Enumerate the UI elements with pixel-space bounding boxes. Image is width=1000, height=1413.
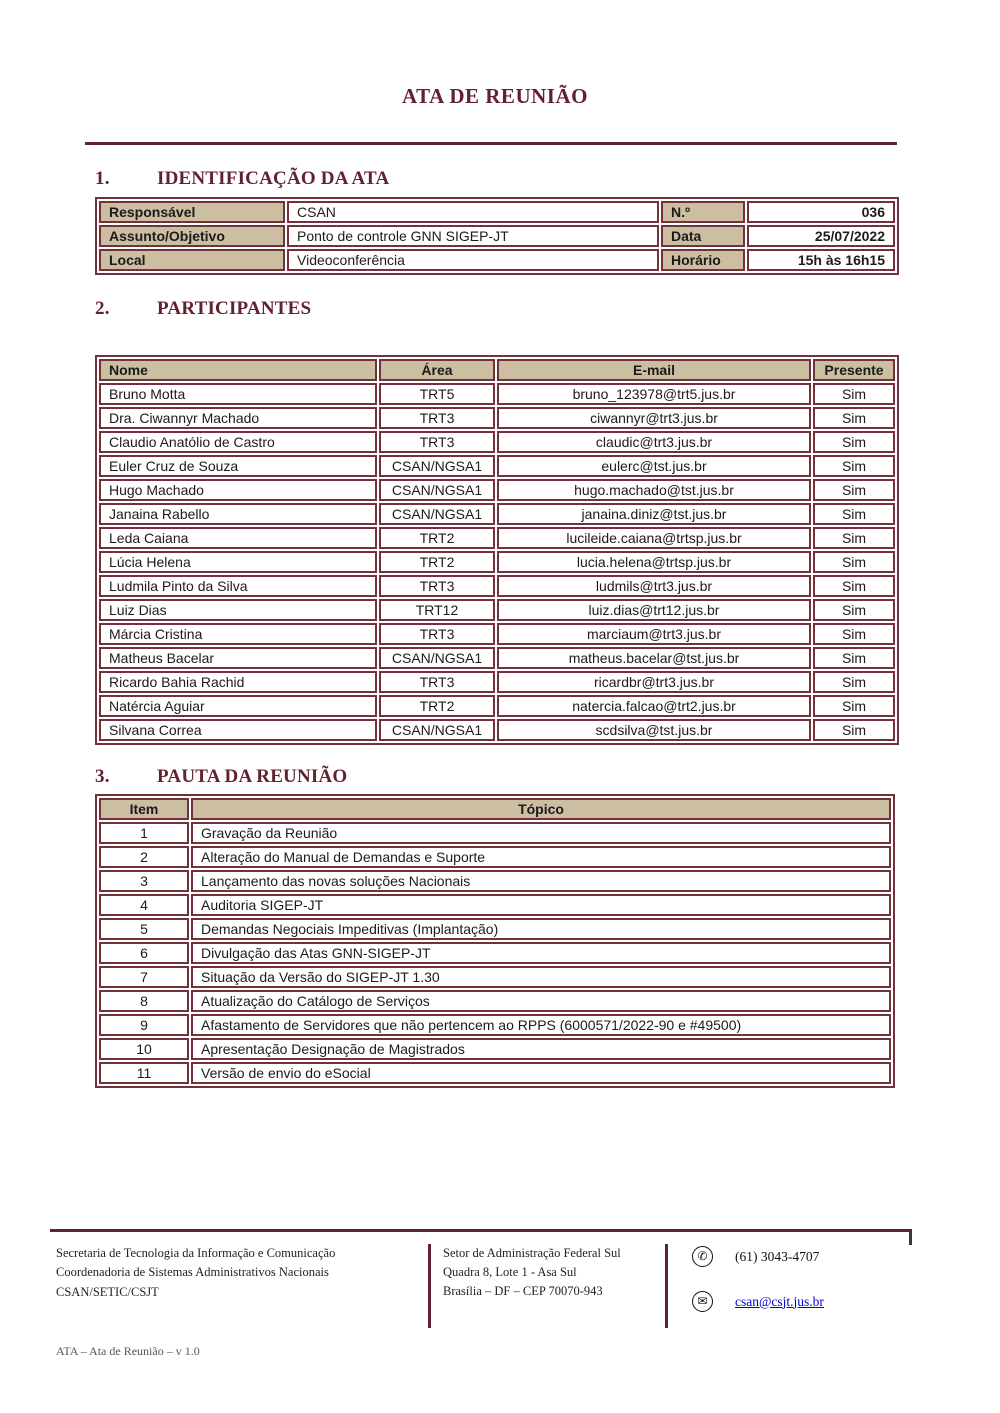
ident-label: N.º xyxy=(661,201,745,223)
participant-area: TRT2 xyxy=(379,551,495,573)
participant-email: luiz.dias@trt12.jus.br xyxy=(497,599,811,621)
identification-table xyxy=(95,197,899,275)
phone-icon: ✆ xyxy=(692,1246,713,1267)
footer-org-line: Coordenadoria de Sistemas Administrativos Nacionais xyxy=(56,1265,329,1280)
table-row xyxy=(99,431,895,453)
participant-presente: Sim xyxy=(813,647,895,669)
participant-presente: Sim xyxy=(813,671,895,693)
participant-presente: Sim xyxy=(813,575,895,597)
table-row xyxy=(99,407,895,429)
agenda-item-number: 4 xyxy=(99,894,189,916)
footer-phone-row xyxy=(692,1246,912,1267)
agenda-topic: Demandas Negociais Impeditivas (Implantação) xyxy=(191,918,891,940)
participant-name: Euler Cruz de Souza xyxy=(99,455,377,477)
participant-name: Bruno Motta xyxy=(99,383,377,405)
participant-email: bruno_123978@trt5.jus.br xyxy=(497,383,811,405)
agenda-topic: Atualização do Catálogo de Serviços xyxy=(191,990,891,1012)
agenda-item-number: 5 xyxy=(99,918,189,940)
ident-label: Local xyxy=(99,249,285,271)
participant-name: Claudio Anatólio de Castro xyxy=(99,431,377,453)
ident-label: Assunto/Objetivo xyxy=(99,225,285,247)
footer-org-block xyxy=(50,1244,428,1328)
agenda-item-number: 11 xyxy=(99,1062,189,1084)
participant-name: Natércia Aguiar xyxy=(99,695,377,717)
doc-title: ATA DE REUNIÃO xyxy=(402,84,588,108)
participants-table xyxy=(95,355,899,745)
footer-contact-block xyxy=(668,1244,912,1328)
table-row xyxy=(99,990,891,1012)
footer-org-line: CSAN/SETIC/CSJT xyxy=(56,1284,159,1299)
table-row xyxy=(99,249,895,271)
participant-email: natercia.falcao@trt2.jus.br xyxy=(497,695,811,717)
participant-presente: Sim xyxy=(813,551,895,573)
participant-name: Dra. Ciwannyr Machado xyxy=(99,407,377,429)
agenda-topic: Situação da Versão do SIGEP-JT 1.30 xyxy=(191,966,891,988)
table-row xyxy=(99,1014,891,1036)
participant-area: TRT2 xyxy=(379,695,495,717)
agenda-item-number: 6 xyxy=(99,942,189,964)
section-title: PAUTA DA REUNIÃO xyxy=(157,766,348,787)
col-header-topico: Tópico xyxy=(191,798,891,820)
participant-area: TRT3 xyxy=(379,407,495,429)
table-row xyxy=(99,942,891,964)
ident-value: 036 xyxy=(747,201,895,223)
footer-rule-tick xyxy=(909,1229,912,1245)
agenda-table xyxy=(95,794,895,1088)
participant-email: scdsilva@tst.jus.br xyxy=(497,719,811,741)
table-row xyxy=(99,503,895,525)
footer-address-line: Setor de Administração Federal Sul xyxy=(443,1246,621,1260)
agenda-item-number: 7 xyxy=(99,966,189,988)
table-row xyxy=(99,201,895,223)
table-row xyxy=(99,846,891,868)
participant-email: marciaum@trt3.jus.br xyxy=(497,623,811,645)
participant-area: CSAN/NGSA1 xyxy=(379,719,495,741)
ident-value: 15h às 16h15 xyxy=(747,249,895,271)
table-row xyxy=(99,599,895,621)
participant-email: hugo.machado@tst.jus.br xyxy=(497,479,811,501)
agenda-item-number: 2 xyxy=(99,846,189,868)
participant-email: lucileide.caiana@trtsp.jus.br xyxy=(497,527,811,549)
table-row xyxy=(99,870,891,892)
participant-area: TRT3 xyxy=(379,575,495,597)
agenda-topic: Afastamento de Servidores que não pertencem ao RPPS (6000571/2022-90 e #49500) xyxy=(191,1014,891,1036)
ident-value: Videoconferência xyxy=(287,249,659,271)
agenda-topic: Auditoria SIGEP-JT xyxy=(191,894,891,916)
participant-area: TRT3 xyxy=(379,431,495,453)
table-row xyxy=(99,383,895,405)
participant-presente: Sim xyxy=(813,719,895,741)
participant-presente: Sim xyxy=(813,623,895,645)
participant-email: eulerc@tst.jus.br xyxy=(497,455,811,477)
agenda-item-number: 1 xyxy=(99,822,189,844)
participant-area: TRT2 xyxy=(379,527,495,549)
participant-presente: Sim xyxy=(813,407,895,429)
participant-area: TRT5 xyxy=(379,383,495,405)
participant-presente: Sim xyxy=(813,455,895,477)
table-row xyxy=(99,647,895,669)
version-note: ATA – Ata de Reunião – v 1.0 xyxy=(56,1344,200,1358)
participant-email: matheus.bacelar@tst.jus.br xyxy=(497,647,811,669)
table-row xyxy=(99,822,891,844)
table-row xyxy=(99,455,895,477)
agenda-topic: Alteração do Manual de Demandas e Suporte xyxy=(191,846,891,868)
participant-name: Matheus Bacelar xyxy=(99,647,377,669)
table-row xyxy=(99,719,895,741)
participant-area: CSAN/NGSA1 xyxy=(379,647,495,669)
title-rule xyxy=(85,142,897,145)
table-row xyxy=(99,225,895,247)
agenda-topic: Apresentação Designação de Magistrados xyxy=(191,1038,891,1060)
col-header-presente: Presente xyxy=(813,359,895,381)
table-row xyxy=(99,1062,891,1084)
footer-org-line: Secretaria de Tecnologia da Informação e Comunicação xyxy=(56,1246,336,1260)
ident-value: Ponto de controle GNN SIGEP-JT xyxy=(287,225,659,247)
participant-email: lucia.helena@trtsp.jus.br xyxy=(497,551,811,573)
table-header-row xyxy=(99,359,895,381)
participant-area: CSAN/NGSA1 xyxy=(379,503,495,525)
col-header-item: Item xyxy=(99,798,189,820)
table-row xyxy=(99,695,895,717)
table-row xyxy=(99,623,895,645)
table-row xyxy=(99,918,891,940)
participant-presente: Sim xyxy=(813,479,895,501)
col-header-area: Área xyxy=(379,359,495,381)
ident-label: Horário xyxy=(661,249,745,271)
agenda-topic: Divulgação das Atas GNN-SIGEP-JT xyxy=(191,942,891,964)
footer-email-row xyxy=(692,1291,912,1312)
participant-name: Silvana Correa xyxy=(99,719,377,741)
participant-email: janaina.diniz@tst.jus.br xyxy=(497,503,811,525)
agenda-item-number: 3 xyxy=(99,870,189,892)
section-number: 2. xyxy=(95,298,110,319)
ident-label: Data xyxy=(661,225,745,247)
email-icon: ✉ xyxy=(692,1291,713,1312)
participant-presente: Sim xyxy=(813,527,895,549)
footer-rule xyxy=(50,1229,912,1232)
agenda-item-number: 8 xyxy=(99,990,189,1012)
participant-name: Janaina Rabello xyxy=(99,503,377,525)
section-title: IDENTIFICAÇÃO DA ATA xyxy=(157,168,390,189)
participant-email: claudic@trt3.jus.br xyxy=(497,431,811,453)
agenda-topic: Lançamento das novas soluções Nacionais xyxy=(191,870,891,892)
participant-name: Ricardo Bahia Rachid xyxy=(99,671,377,693)
section-title: PARTICIPANTES xyxy=(157,298,312,319)
participant-email: ludmils@trt3.jus.br xyxy=(497,575,811,597)
section-heading-pauta xyxy=(95,766,895,788)
participant-presente: Sim xyxy=(813,503,895,525)
participant-presente: Sim xyxy=(813,599,895,621)
agenda-topic: Versão de envio do eSocial xyxy=(191,1062,891,1084)
participant-name: Luiz Dias xyxy=(99,599,377,621)
table-row xyxy=(99,966,891,988)
section-number: 3. xyxy=(95,766,110,787)
footer-address-line: Brasília – DF – CEP 70070-943 xyxy=(443,1283,603,1298)
participant-area: TRT3 xyxy=(379,623,495,645)
footer-phone-number: (61) 3043-4707 xyxy=(735,1248,820,1264)
table-row xyxy=(99,1038,891,1060)
participant-presente: Sim xyxy=(813,431,895,453)
section-heading-identificacao xyxy=(95,168,895,190)
col-header-nome: Nome xyxy=(99,359,377,381)
participant-presente: Sim xyxy=(813,695,895,717)
participant-area: CSAN/NGSA1 xyxy=(379,479,495,501)
participant-name: Ludmila Pinto da Silva xyxy=(99,575,377,597)
ident-value: 25/07/2022 xyxy=(747,225,895,247)
table-row xyxy=(99,551,895,573)
agenda-item-number: 9 xyxy=(99,1014,189,1036)
footer-address-line: Quadra 8, Lote 1 - Asa Sul xyxy=(443,1264,577,1279)
table-row xyxy=(99,894,891,916)
agenda-item-number: 10 xyxy=(99,1038,189,1060)
table-header-row xyxy=(99,798,891,820)
section-heading-participantes xyxy=(95,298,895,320)
participant-presente: Sim xyxy=(813,383,895,405)
email-link[interactable]: csan@csjt.jus.br xyxy=(735,1293,824,1309)
section-number: 1. xyxy=(95,168,110,189)
col-header-email: E-mail xyxy=(497,359,811,381)
table-row xyxy=(99,527,895,549)
participant-name: Hugo Machado xyxy=(99,479,377,501)
footer xyxy=(50,1229,912,1359)
agenda-topic: Gravação da Reunião xyxy=(191,822,891,844)
participant-email: ricardbr@trt3.jus.br xyxy=(497,671,811,693)
footer-address-block xyxy=(431,1244,665,1328)
participant-name: Lúcia Helena xyxy=(99,551,377,573)
participant-area: CSAN/NGSA1 xyxy=(379,455,495,477)
participant-area: TRT3 xyxy=(379,671,495,693)
ident-value: CSAN xyxy=(287,201,659,223)
ident-label: Responsável xyxy=(99,201,285,223)
participant-name: Leda Caiana xyxy=(99,527,377,549)
participant-email: ciwannyr@trt3.jus.br xyxy=(497,407,811,429)
table-row xyxy=(99,575,895,597)
table-row xyxy=(99,479,895,501)
table-row xyxy=(99,671,895,693)
participant-name: Márcia Cristina xyxy=(99,623,377,645)
participant-area: TRT12 xyxy=(379,599,495,621)
